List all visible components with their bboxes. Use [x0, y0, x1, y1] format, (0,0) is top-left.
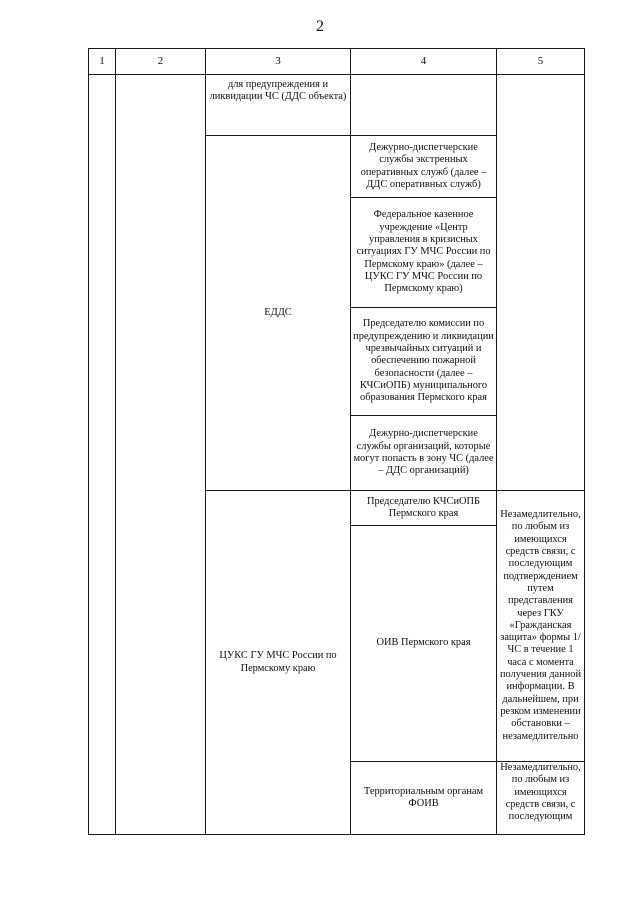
document-table	[88, 48, 585, 835]
col-header-1: 1	[89, 49, 116, 75]
table-row	[89, 75, 585, 136]
cell-dds-org: Дежурно-диспетчерские службы организаций, которые могут попасть в зону ЧС (далее – ДДС организаций)	[351, 416, 497, 491]
page-number: 2	[316, 18, 324, 35]
cell-col4-empty	[351, 75, 497, 136]
cell-col1	[89, 75, 116, 835]
col-header-2: 2	[116, 49, 206, 75]
cell-col2	[116, 75, 206, 835]
cell-tsuks-recipient: Федеральное казенное учреждение «Центр управления в кризисных ситуациях ГУ МЧС России по Пермскому краю» (далее – ЦУКС ГУ МЧС России по Пермскому краю)	[351, 198, 497, 308]
cell-foiv: Территориальным органам ФОИВ	[351, 762, 497, 835]
cell-kchs-recipient: Председателю комиссии по предупреждению и ликвидации чрезвычайных ситуаций и обеспечению пожарной безопасности (далее – КЧСиОПБ) муниципального образования Пермского края	[351, 308, 497, 416]
col-header-3: 3	[206, 49, 351, 75]
cell-tsuks-sender: ЦУКС ГУ МЧС России по Пермскому краю	[206, 491, 351, 835]
cell-edds: ЕДДС	[206, 136, 351, 491]
cell-oiv: ОИВ Пермского края	[351, 526, 497, 762]
cell-chair-kchs: Председателю КЧСиОПБ Пермского края	[351, 491, 497, 526]
cell-dds-object: для предупреждения и ликвидации ЧС (ДДС объекта)	[206, 75, 351, 136]
cell-dds-operative: Дежурно-диспетчерские службы экстренных оперативных служб (далее – ДДС оперативных служб)	[351, 136, 497, 198]
cell-col5-empty	[497, 75, 585, 491]
header-row	[89, 49, 585, 75]
cell-procedure-1: Незамедлительно, по любым из имеющихся средств связи, с последующим подтверждением путем представления через ГКУ «Гражданская защита» формы 1/ЧС в течение 1 часа с момента получения данной информации. В дальнейшем, при резком изменении обстановки – незамедлительно	[497, 491, 585, 762]
col-header-5: 5	[497, 49, 585, 75]
cell-procedure-2: Незамедлительно, по любым из имеющихся средств связи, с последующим	[497, 762, 585, 835]
col-header-4: 4	[351, 49, 497, 75]
